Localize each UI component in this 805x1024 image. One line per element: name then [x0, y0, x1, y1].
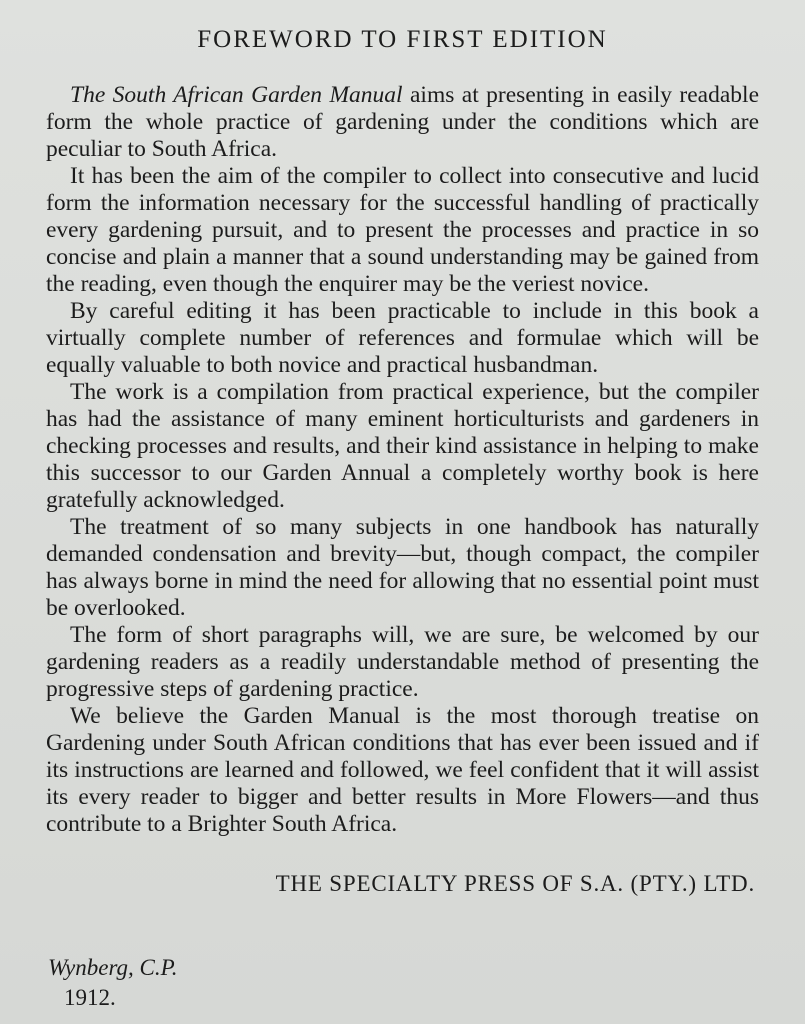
paragraph-2: It has been the aim of the compiler to collect into consecutive and lucid form the information necessary for the successful handling of practically every gardening pursuit, and to present the processes and practice in so concise and plain a manner that a sound understanding may be gained from the reading, even though the enquirer may be the veriest novice.: [46, 163, 759, 297]
paragraph-7: We believe the Garden Manual is the most thorough treatise on Gardening under South African conditions that has ever been issued and if its instructions are learned and followed, we feel confident that it will assist its every reader to bigger and better results in More Flowers—and thus contribute to a Brighter South Africa.: [46, 703, 759, 837]
publisher-signature: THE SPECIALTY PRESS OF S.A. (PTY.) LTD.: [275, 871, 755, 896]
page-title: FOREWORD TO FIRST EDITION: [197, 26, 608, 53]
paragraph-6: The form of short paragraphs will, we are sure, be welcomed by our gardening readers as a readily understandable method of presenting the progressive steps of gardening practice.: [46, 622, 759, 702]
paragraph-1: [46, 82, 759, 163]
year-line: 1912.: [64, 985, 116, 1010]
book-title-italic: The South African Garden Manual: [70, 82, 403, 108]
place-line: Wynberg, C.P.: [48, 955, 178, 980]
paragraph-4: The work is a compilation from practical experience, but the compiler has had the assistance of many eminent horticulturists and gardeners in checking processes and results, and their kind assistance in helping to make this successor to our Garden Annual a completely worthy book is here gratefully acknowledged.: [46, 379, 759, 513]
paragraph-3: By careful editing it has been practicable to include in this book a virtually complete number of references and formulae which will be equally valuable to both novice and practical husbandman.: [46, 298, 759, 378]
foreword-body: [46, 82, 759, 838]
paragraph-1-text: aims at presenting in easily readable form the whole practice of gardening under the conditions which are peculiar to South Africa.: [46, 82, 759, 162]
paragraph-5: The treatment of so many subjects in one handbook has naturally demanded condensation and brevity—but, though compact, the compiler has always borne in mind the need for allowing that no essential point must be overlooked.: [46, 514, 759, 621]
